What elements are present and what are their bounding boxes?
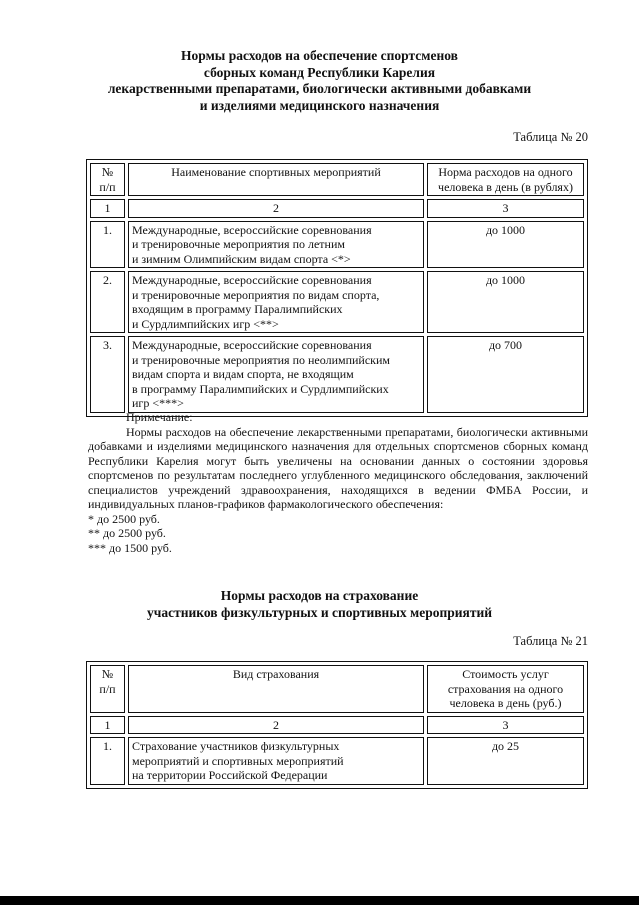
col-num-2: 2 — [128, 199, 424, 218]
table-header-row — [90, 665, 584, 713]
row-value: до 1000 — [427, 271, 584, 333]
column-number-row — [90, 199, 584, 218]
col-num-2: 2 — [128, 716, 424, 735]
column-number-row — [90, 716, 584, 735]
col-num-1: 1 — [90, 716, 125, 735]
note-title: Примечание: — [126, 410, 193, 424]
table-20 — [86, 159, 588, 417]
row-num: 1. — [90, 221, 125, 269]
title-line: и изделиями медицинского назначения — [199, 97, 440, 113]
title-line: Нормы расходов на обеспечение спортсменов — [181, 48, 458, 63]
header-name: Вид страхования — [128, 665, 424, 713]
row-value: до 25 — [427, 737, 584, 785]
col-num-1: 1 — [90, 199, 125, 218]
header-num: № п/п — [90, 163, 125, 196]
footnote: *** до 1500 руб. — [88, 540, 172, 555]
title-line: участников физкультурных и спортивных мероприятий — [146, 604, 493, 620]
title-line: сборных команд Республики Карелия — [203, 64, 436, 80]
note-block — [88, 410, 588, 555]
table-row — [90, 737, 584, 785]
table-row — [90, 221, 584, 269]
table-row — [90, 336, 584, 413]
row-name: Международные, всероссийские соревнования и тренировочные мероприятия по неолимпийским видам спорта и видам спорта, не входящим в программу Паралимпийских и Сурдлимпийских игр <***> — [128, 336, 424, 413]
row-num: 1. — [90, 737, 125, 785]
table-21 — [86, 661, 588, 789]
section2-title — [0, 588, 639, 621]
title-line: Нормы расходов на страхование — [220, 588, 419, 603]
header-cost: Стоимость услуг страхования на одного человека в день (руб.) — [427, 665, 584, 713]
row-value: до 1000 — [427, 221, 584, 269]
table-20-label: Таблица № 20 — [513, 130, 588, 144]
row-value: до 700 — [427, 336, 584, 413]
footnote: * до 2500 руб. — [88, 511, 160, 526]
table-21-label: Таблица № 21 — [513, 634, 588, 648]
title-line: лекарственными препаратами, биологически активными добавками — [107, 81, 532, 96]
row-num: 3. — [90, 336, 125, 413]
table-row — [90, 271, 584, 333]
header-norm: Норма расходов на одного человека в день (в рублях) — [427, 163, 584, 196]
footnote: ** до 2500 руб. — [88, 526, 166, 540]
header-num: № п/п — [90, 665, 125, 713]
row-name: Международные, всероссийские соревнования и тренировочные мероприятия по видам спорта, входящим в программу Паралимпийских и Сурдлимпийских игр <**> — [128, 271, 424, 333]
row-name: Страхование участников физкультурных мероприятий и спортивных мероприятий на территории Российской Федерации — [128, 737, 424, 785]
col-num-3: 3 — [427, 716, 584, 735]
scan-edge — [0, 896, 639, 905]
row-num: 2. — [90, 271, 125, 333]
table-header-row — [90, 163, 584, 196]
header-name: Наименование спортивных мероприятий — [128, 163, 424, 196]
note-text: Нормы расходов на обеспечение лекарственными препаратами, биологически активными добавками и изделиями медицинского назначения для отдельных спортсменов сборных команд Республики Карелия могут быть увеличены на основании данных о состоянии здоровья спортсменов по результатам последнего углубленного медицинского обследования, заключений специалистов учреждений здравоохранения, находящихся в ведении ФМБА России, и индивидуальных планов-графиков фармакологического обеспечения: — [88, 424, 588, 511]
col-num-3: 3 — [427, 199, 584, 218]
section1-title — [0, 48, 639, 114]
row-name: Международные, всероссийские соревнования и тренировочные мероприятия по летним и зимним Олимпийским видам спорта <*> — [128, 221, 424, 269]
